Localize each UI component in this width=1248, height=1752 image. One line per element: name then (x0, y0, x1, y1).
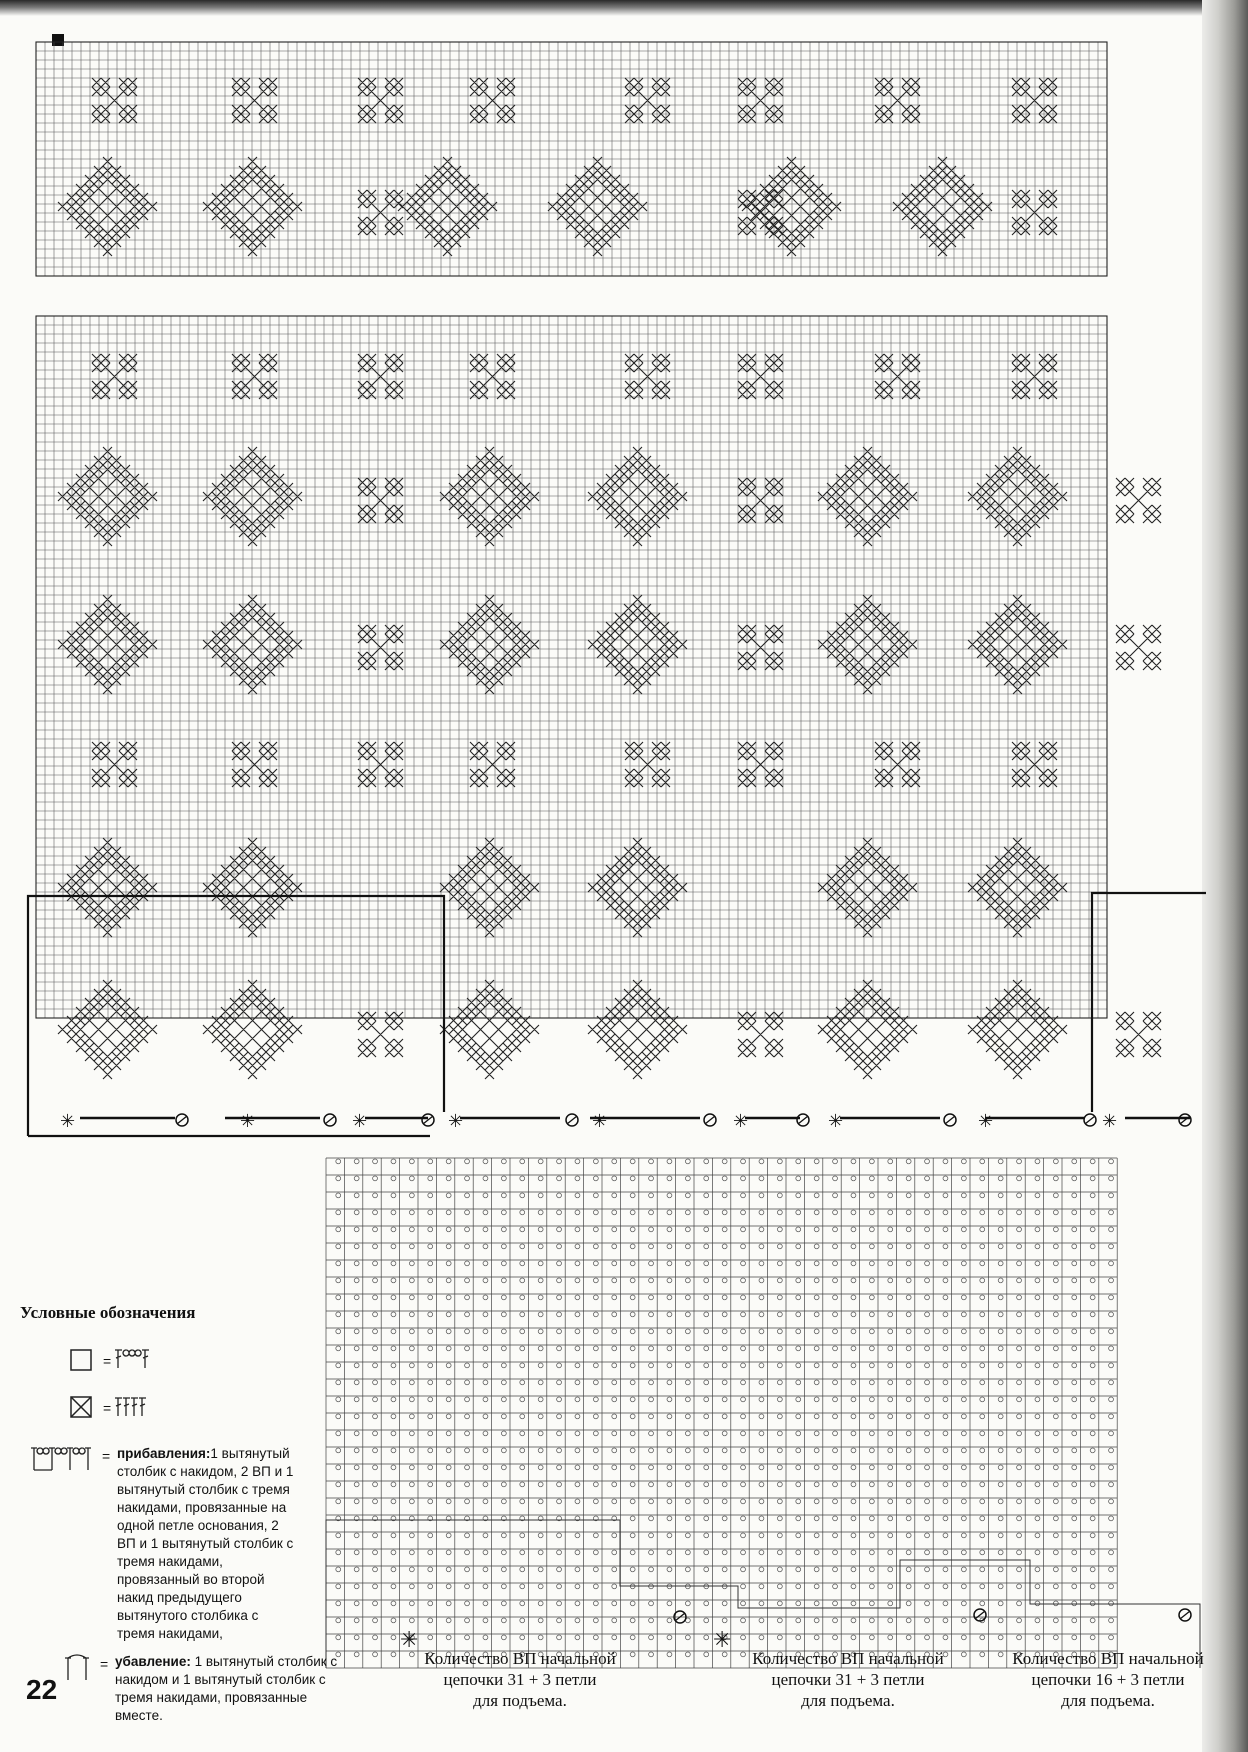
symbol-chart-bottom-edge (326, 1520, 1200, 1668)
chain-star-mark: ✳ (978, 1111, 994, 1132)
chain-note-3 (993, 1648, 1223, 1711)
chain-note-1-line2: цепочки 31 + 3 петли (443, 1670, 597, 1689)
chain-note-1-line3: для подъема. (473, 1691, 567, 1710)
stitch-end-slash (945, 1116, 955, 1124)
chain-star-mark: ✳ (60, 1111, 76, 1132)
empty-cell-icon (70, 1349, 92, 1376)
chain-note-3-line1: Количество ВП начальной (1012, 1649, 1204, 1668)
chain-star-mark: ✳ (592, 1111, 608, 1132)
chain-note-2-line3: для подъема. (801, 1691, 895, 1710)
stitch-end-slash (567, 1116, 577, 1124)
chain-note-3-line3: для подъема. (1061, 1691, 1155, 1710)
filled-cell-stitch-icon (114, 1392, 154, 1423)
increase-icon (30, 1440, 96, 1479)
decrease-term: убавление: (115, 1654, 191, 1669)
chain-note-2-line2: цепочки 31 + 3 петли (771, 1670, 925, 1689)
page-number: 22 (26, 1674, 58, 1705)
stitch-end-slash (975, 1611, 985, 1619)
stitch-end-slash (177, 1116, 187, 1124)
decrease-description (115, 1653, 345, 1725)
chain-note-1-line1: Количество ВП начальной (424, 1649, 616, 1668)
repeat-outline-right (1092, 893, 1206, 1112)
chain-star-mark: ✳ (448, 1111, 464, 1132)
legend-equals-1: = (103, 1353, 112, 1369)
chain-note-1 (405, 1648, 635, 1711)
main-motifs (58, 354, 1161, 1079)
empty-cell-stitch-icon (114, 1344, 154, 1375)
chain-note-3-line2: цепочки 16 + 3 петли (1031, 1670, 1185, 1689)
legend-title: Условные обозначения (20, 1303, 196, 1322)
chain-star-mark: ✳ (1102, 1111, 1118, 1132)
chain-note-2 (733, 1648, 963, 1711)
chain-star-mark: ✳ (733, 1111, 749, 1132)
chain-star-mark: ✳ (240, 1111, 256, 1132)
stitch-end-slash (1085, 1116, 1095, 1124)
main-grid-panel (36, 316, 1107, 1018)
decrease-icon (64, 1652, 92, 1687)
increase-description (117, 1445, 297, 1643)
note-star-1: ✳ (400, 1628, 419, 1653)
top-grid-panel (36, 42, 1107, 276)
chain-star-mark: ✳ (352, 1111, 368, 1132)
increase-term: прибавления: (117, 1446, 211, 1461)
legend-equals-2: = (103, 1400, 112, 1416)
filled-cell-icon (70, 1396, 92, 1423)
top-motifs (58, 78, 1057, 256)
stitch-end-slash (705, 1116, 715, 1124)
chain-star-mark: ✳ (828, 1111, 844, 1132)
repeat-outline-left (28, 896, 444, 1136)
stitch-end-slash (325, 1116, 335, 1124)
chain-note-2-line1: Количество ВП начальной (752, 1649, 944, 1668)
legend-equals-4: = (100, 1656, 109, 1672)
note-star-2: ✳ (713, 1628, 732, 1653)
symbol-chart-lines (326, 1158, 1117, 1668)
symbol-chart-chain-loops (336, 1159, 1114, 1657)
decrease-text: 1 вытянутый столбик с накидом и 1 вытянутый столбик с тремя накидами, провязанные вместе. (115, 1654, 338, 1723)
legend-equals-3: = (102, 1448, 111, 1464)
stitch-end-slash (1180, 1611, 1190, 1619)
increase-text: 1 вытянутый столбик с накидом, 2 ВП и 1 вытянутый столбик с тремя накидами, провязанные на одной петле основания, 2 ВП и 1 вытянутый столбик с тремя накидами, провязанный во второй накид предыдущего вытянутого столбика с тремя накидами, (117, 1446, 294, 1641)
